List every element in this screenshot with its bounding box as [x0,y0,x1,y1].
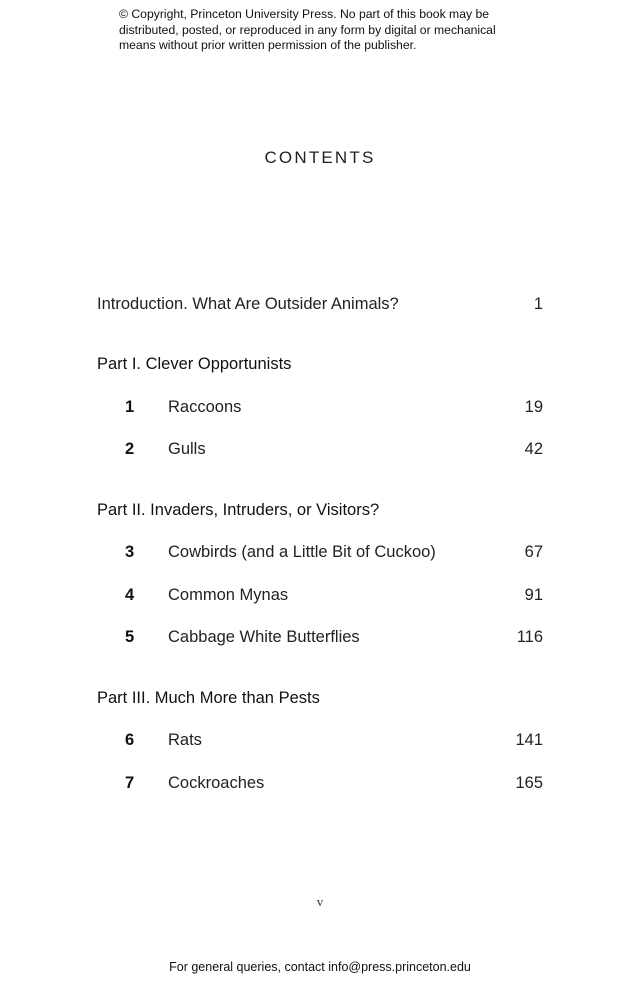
entry-title: Common Mynas [168,586,289,604]
entry-title: Cabbage White Butterflies [168,628,360,646]
entry-page: 1 [533,295,543,313]
entry-page: 165 [515,774,543,792]
copyright-line: © Copyright, Princeton University Press. No part of this book may be [119,7,490,21]
entry-page: 19 [524,398,543,416]
entry-title: Raccoons [168,398,242,416]
entry-title: Gulls [168,440,206,458]
part-heading: Part II. Invaders, Intruders, or Visitors? [97,501,380,519]
chapter-number: 5 [125,628,135,646]
chapter-number: 3 [125,543,135,561]
part-heading: Part III. Much More than Pests [97,689,320,707]
toc-entry-chapter[interactable] [97,583,543,607]
copyright-line: distributed, posted, or reproduced in any form by digital or mechanical [119,22,496,37]
toc-entry-chapter[interactable] [97,395,543,419]
entry-page: 42 [524,440,543,458]
entry-title: Cockroaches [168,774,265,792]
chapter-number: 2 [125,440,135,458]
entry-page: 67 [524,543,543,561]
chapter-number: 7 [125,774,135,792]
toc-entry-chapter[interactable] [97,771,543,795]
toc-entry-introduction[interactable] [97,292,543,316]
chapter-number: 6 [125,731,135,749]
entry-title: Rats [168,731,202,749]
chapter-number: 4 [125,586,135,604]
copyright-notice [119,7,559,54]
toc-entry-chapter[interactable] [97,728,543,752]
entry-page: 141 [515,731,543,749]
toc-entry-chapter[interactable] [97,540,543,564]
entry-page: 116 [516,628,543,646]
part-heading: Part I. Clever Opportunists [97,355,292,373]
chapter-number: 1 [125,398,135,416]
entry-title: Cowbirds (and a Little Bit of Cuckoo) [168,543,436,561]
entry-title: Introduction. What Are Outsider Animals? [97,295,399,313]
toc-entry-chapter[interactable] [97,437,543,461]
page-folio: v [316,894,324,909]
entry-page: 91 [524,586,543,604]
toc-entry-chapter[interactable] [97,625,543,649]
copyright-line: means without prior written permission of the publisher. [119,38,417,52]
contents-heading: CONTENTS [264,148,376,167]
footer-contact: For general queries, contact info@press.princeton.edu [169,960,471,974]
